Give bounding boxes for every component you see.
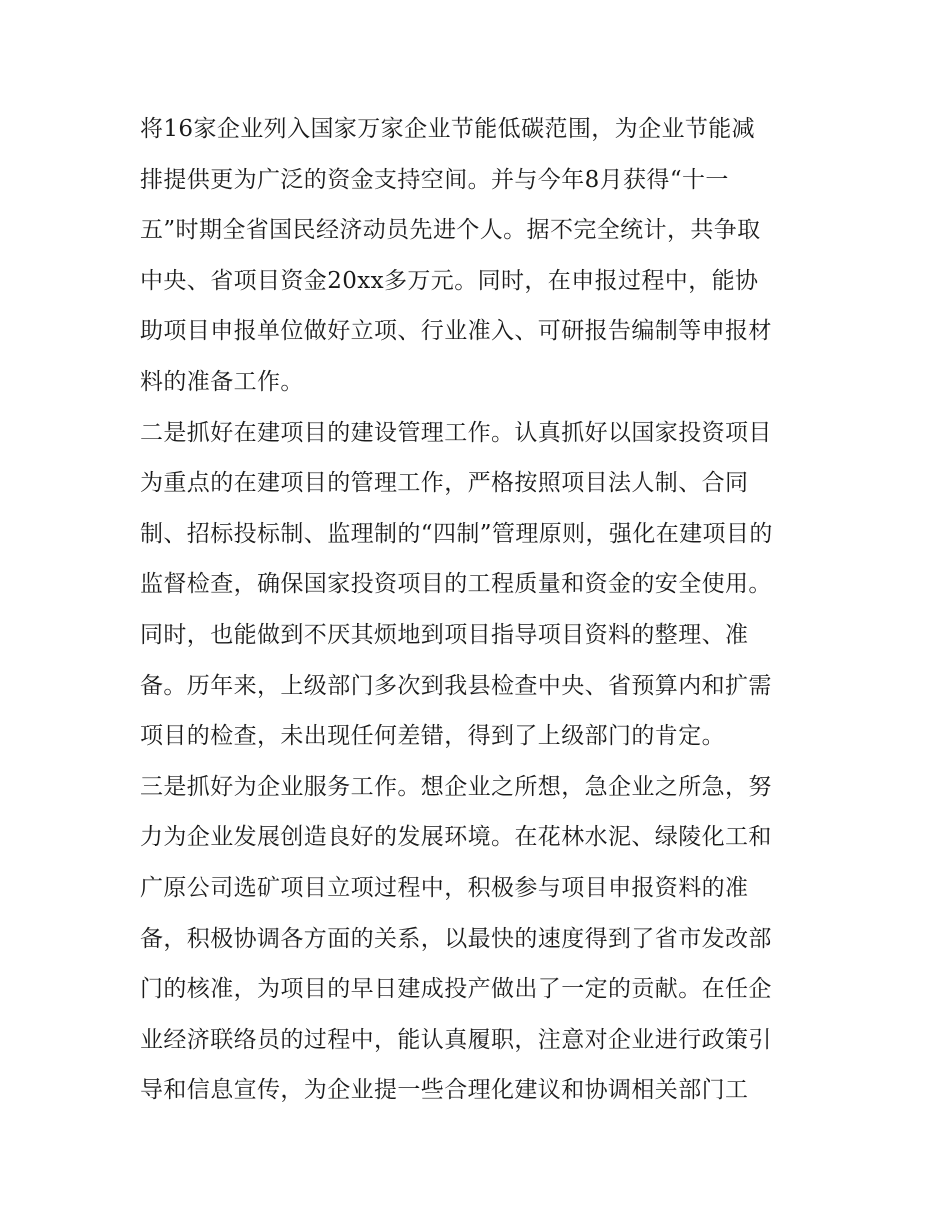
text-line: 排提供更为广泛的资金支持空间。并与今年8月获得“十一	[140, 166, 729, 193]
text-line: 备，积极协调各方面的关系，以最快的速度得到了省市发改部	[140, 925, 772, 952]
text-line: 中央、省项目资金20xx多万元。同时，在申报过程中，能协	[140, 267, 759, 294]
text-line: 导和信息宣传，为企业提一些合理化建议和协调相关部门工	[140, 1077, 749, 1104]
text-line: 监督检查，确保国家投资项目的工程质量和资金的安全使用。	[140, 571, 772, 598]
text-line: 将16家企业列入国家万家企业节能低碳范围，为企业节能减	[140, 116, 756, 142]
text-line: 备。历年来，上级部门多次到我县检查中央、省预算内和扩需	[140, 672, 772, 699]
text-line: 制、招标投标制、监理制的“四制”管理原则，强化在建项目的	[140, 520, 773, 547]
text-line: 门的核准，为项目的早日建成投产做出了一定的贡献。在任企	[140, 976, 772, 1003]
text-line: 料的准备工作。	[140, 368, 304, 395]
text-line: 广原公司选矿项目立项过程中，积极参与项目申报资料的准	[140, 874, 749, 901]
text-line: 助项目申报单位做好立项、行业准入、可研报告编制等申报材	[140, 318, 772, 345]
document-body	[140, 104, 820, 1116]
text-line: 五”时期全省国民经济动员先进个人。据不完全统计，共争取	[140, 217, 761, 244]
text-line: 三是抓好为企业服务工作。想企业之所想，急企业之所急，努	[140, 773, 772, 800]
text-line: 二是抓好在建项目的建设管理工作。认真抓好以国家投资项目	[140, 419, 772, 446]
text-line: 同时，也能做到不厌其烦地到项目指导项目资料的整理、准	[140, 621, 749, 648]
text-line: 项目的检查，未出现任何差错，得到了上级部门的肯定。	[140, 723, 725, 750]
text-line: 力为企业发展创造良好的发展环境。在花林水泥、绿陵化工和	[140, 824, 772, 851]
text-line: 为重点的在建项目的管理工作，严格按照项目法人制、合同	[140, 470, 749, 497]
text-line: 业经济联络员的过程中，能认真履职，注意对企业进行政策引	[140, 1026, 772, 1053]
